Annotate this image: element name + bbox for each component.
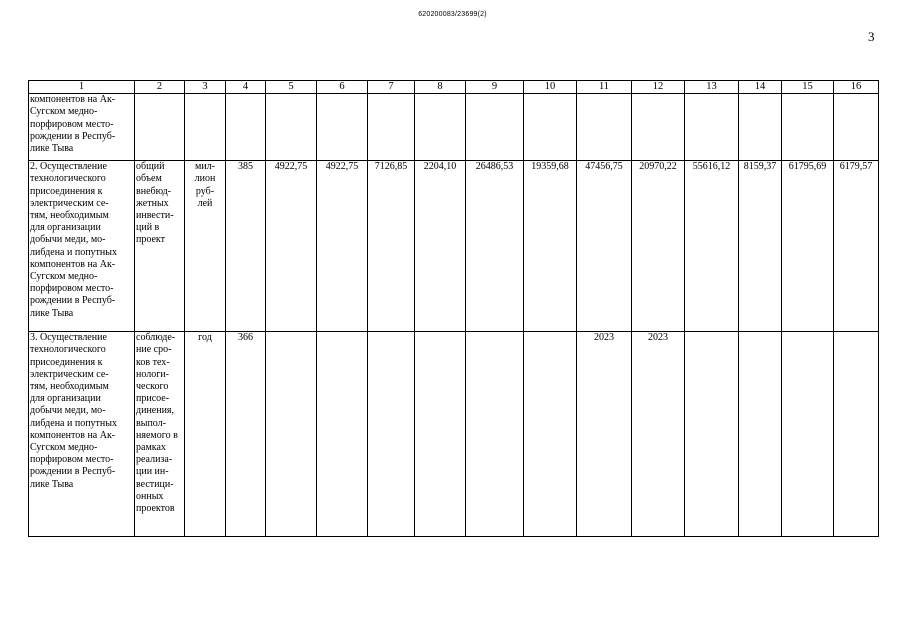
column-header: 4 — [226, 81, 266, 94]
column-header: 5 — [266, 81, 317, 94]
value-cell: 47456,75 — [577, 161, 632, 332]
value-cell — [415, 94, 466, 161]
value-cell — [739, 332, 782, 537]
value-cell — [317, 94, 368, 161]
column-header: 2 — [135, 81, 185, 94]
column-header: 9 — [466, 81, 524, 94]
value-cell — [226, 94, 266, 161]
value-cell — [739, 94, 782, 161]
indicator-type-cell: общий объем внебюд- жетных инвести- ций в проект — [135, 161, 185, 332]
table-row — [29, 161, 879, 332]
column-header: 13 — [685, 81, 739, 94]
value-cell — [466, 94, 524, 161]
column-header: 16 — [834, 81, 879, 94]
document-id: 620200083/23699(2) — [418, 11, 487, 18]
indicator-name-cell: 2. Осуществление технологического присоединения к электрическим се- тям, необходимым для организации добычи меди, мо- либдена и попутных компонентов на Ак- Сугском медно- порфировом место- рождении в Респуб- лике Тыва — [29, 161, 135, 332]
indicators-table — [28, 80, 879, 537]
column-header: 6 — [317, 81, 368, 94]
value-cell: 4922,75 — [317, 161, 368, 332]
value-cell — [317, 332, 368, 537]
value-cell: 2023 — [632, 332, 685, 537]
value-cell: 61795,69 — [782, 161, 834, 332]
indicator-name-cell: компонентов на Ак- Сугском медно- порфировом место- рождении в Респуб- лике Тыва — [29, 94, 135, 161]
value-cell: 385 — [226, 161, 266, 332]
value-cell — [266, 94, 317, 161]
value-cell: 2023 — [577, 332, 632, 537]
value-cell: 4922,75 — [266, 161, 317, 332]
value-cell: 2204,10 — [415, 161, 466, 332]
value-cell: 366 — [226, 332, 266, 537]
table-row — [29, 332, 879, 537]
value-cell — [466, 332, 524, 537]
value-cell — [834, 332, 879, 537]
column-header: 7 — [368, 81, 415, 94]
value-cell — [368, 94, 415, 161]
indicator-type-cell — [135, 94, 185, 161]
value-cell — [782, 332, 834, 537]
value-cell — [632, 94, 685, 161]
indicator-name-cell: 3. Осуществление технологического присоединения к электрическим се- тям, необходимым для организации добычи меди, мо- либдена и попутных компонентов на Ак- Сугском медно- порфировом место- рождении в Респуб- лике Тыва — [29, 332, 135, 537]
unit-cell — [185, 94, 226, 161]
column-header: 15 — [782, 81, 834, 94]
page-number: 3 — [868, 29, 875, 44]
column-header: 10 — [524, 81, 577, 94]
unit-cell: год — [185, 332, 226, 537]
value-cell: 55616,12 — [685, 161, 739, 332]
value-cell — [782, 94, 834, 161]
column-header: 1 — [29, 81, 135, 94]
value-cell — [524, 332, 577, 537]
value-cell — [415, 332, 466, 537]
value-cell: 8159,37 — [739, 161, 782, 332]
column-header: 14 — [739, 81, 782, 94]
value-cell: 7126,85 — [368, 161, 415, 332]
value-cell — [266, 332, 317, 537]
value-cell: 26486,53 — [466, 161, 524, 332]
value-cell: 6179,57 — [834, 161, 879, 332]
column-header: 12 — [632, 81, 685, 94]
indicator-type-cell: соблюде- ние сро- ков тех- нологи- ческого присое- динения, выпол- няемого в рамках реализа- ции ин- вестици- онных проектов — [135, 332, 185, 537]
value-cell: 19359,68 — [524, 161, 577, 332]
column-header: 11 — [577, 81, 632, 94]
value-cell — [368, 332, 415, 537]
column-header: 8 — [415, 81, 466, 94]
column-number-row — [29, 81, 879, 94]
value-cell — [685, 94, 739, 161]
table-row — [29, 94, 879, 161]
column-header: 3 — [185, 81, 226, 94]
unit-cell: мил- лион руб- лей — [185, 161, 226, 332]
value-cell — [577, 94, 632, 161]
value-cell: 20970,22 — [632, 161, 685, 332]
value-cell — [685, 332, 739, 537]
value-cell — [834, 94, 879, 161]
value-cell — [524, 94, 577, 161]
